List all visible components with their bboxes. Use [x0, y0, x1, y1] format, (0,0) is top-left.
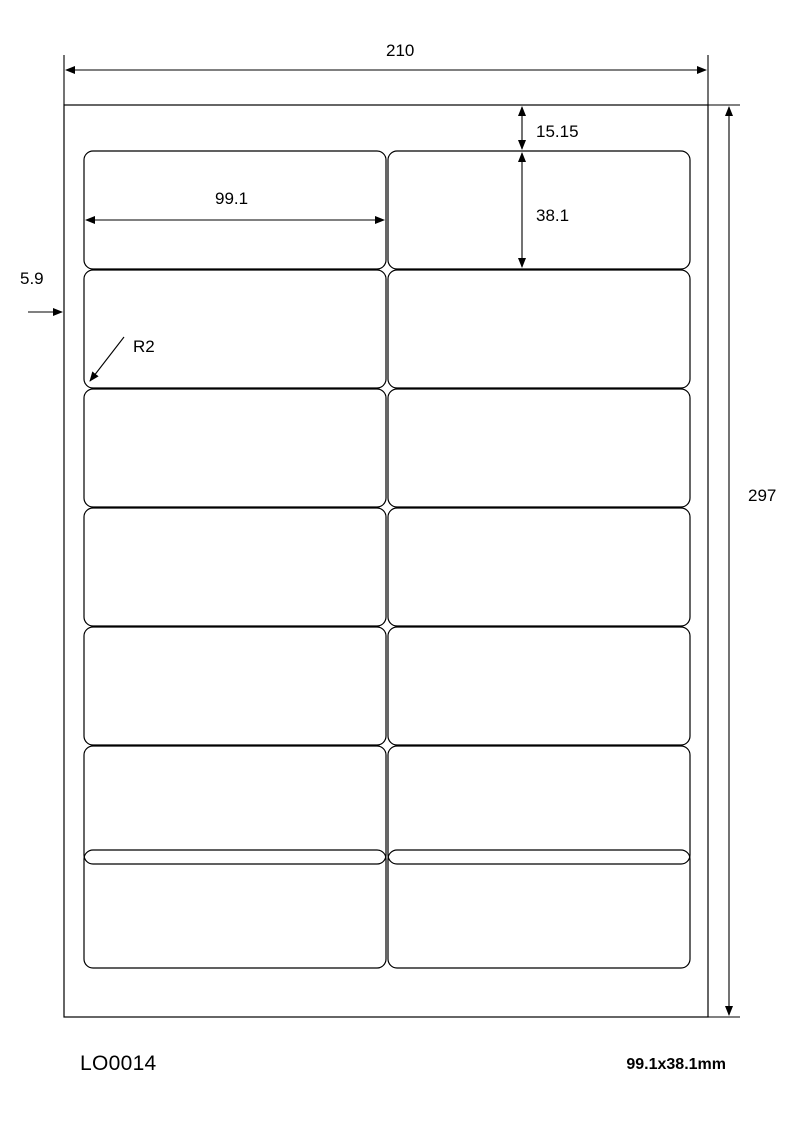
dimension-sheet-width	[64, 55, 708, 105]
label-size-text: 99.1x38.1mm	[626, 1056, 726, 1073]
dimension-sheet-height	[708, 105, 740, 1017]
dimension-label-sheet-width: 210	[386, 41, 415, 60]
product-code: LO0014	[80, 1052, 157, 1075]
dimension-label-left-margin: 5.9	[20, 269, 44, 288]
dimension-label-corner-radius: R2	[133, 337, 155, 356]
dimension-label-sheet-height: 297	[748, 486, 777, 505]
dimension-label-label-height: 38.1	[536, 206, 570, 225]
dimension-label-label-width: 99.1	[215, 189, 249, 208]
dimension-label-top-margin: 15.15	[536, 122, 579, 141]
